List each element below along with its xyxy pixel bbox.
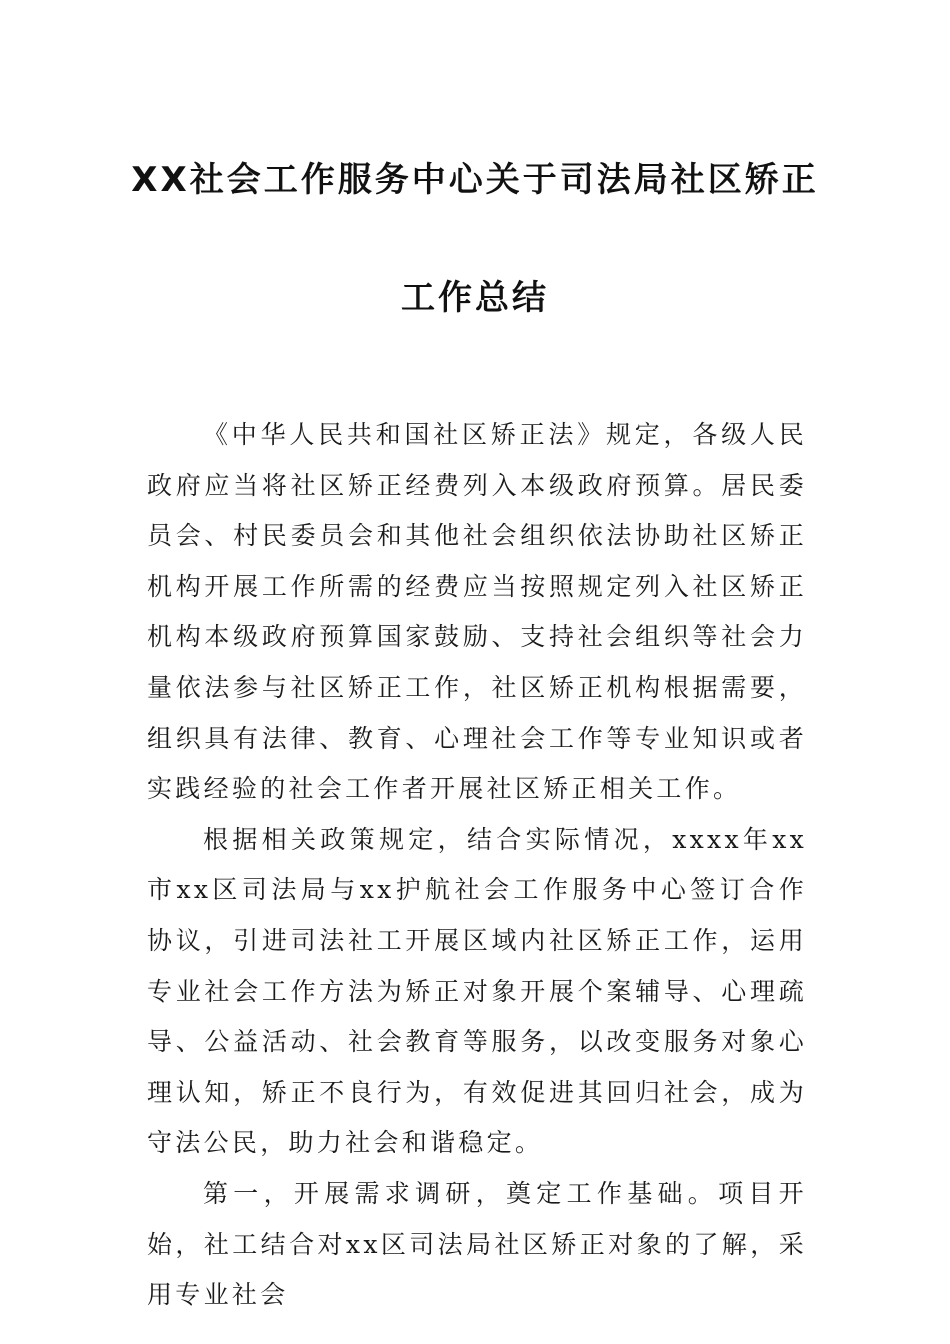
document-body (147, 410, 807, 1321)
paragraph-2: 根据相关政策规定，结合实际情况，xxxx年xx市xx区司法局与xx护航社会工作服务中心签订合作协议，引进司法社工开展区域内社区矫正工作，运用专业社会工作方法为矫正对象开展个案辅导、心理疏导、公益活动、社会教育等服务，以改变服务对象心理认知，矫正不良行为，有效促进其回归社会，成为守法公民，助力社会和谐稳定。 (147, 824, 807, 1158)
paragraph-1: 《中华人民共和国社区矫正法》规定，各级人民政府应当将社区矫正经费列入本级政府预算。居民委员会、村民委员会和其他社会组织依法协助社区矫正机构开展工作所需的经费应当按照规定列入社区矫正机构本级政府预算国家鼓励、支持社会组织等社会力量依法参与社区矫正工作，社区矫正机构根据需要，组织具有法律、教育、心理社会工作等专业知识或者实践经验的社会工作者开展社区矫正相关工作。 (147, 420, 807, 804)
document-title-line-1: XX社会工作服务中心关于司法局社区矫正 (131, 160, 819, 200)
paragraph-3: 第一，开展需求调研，奠定工作基础。项目开始，社工结合对xx区司法局社区矫正对象的了解，采用专业社会 (147, 1178, 807, 1310)
document-title-line-2: 工作总结 (401, 278, 549, 318)
